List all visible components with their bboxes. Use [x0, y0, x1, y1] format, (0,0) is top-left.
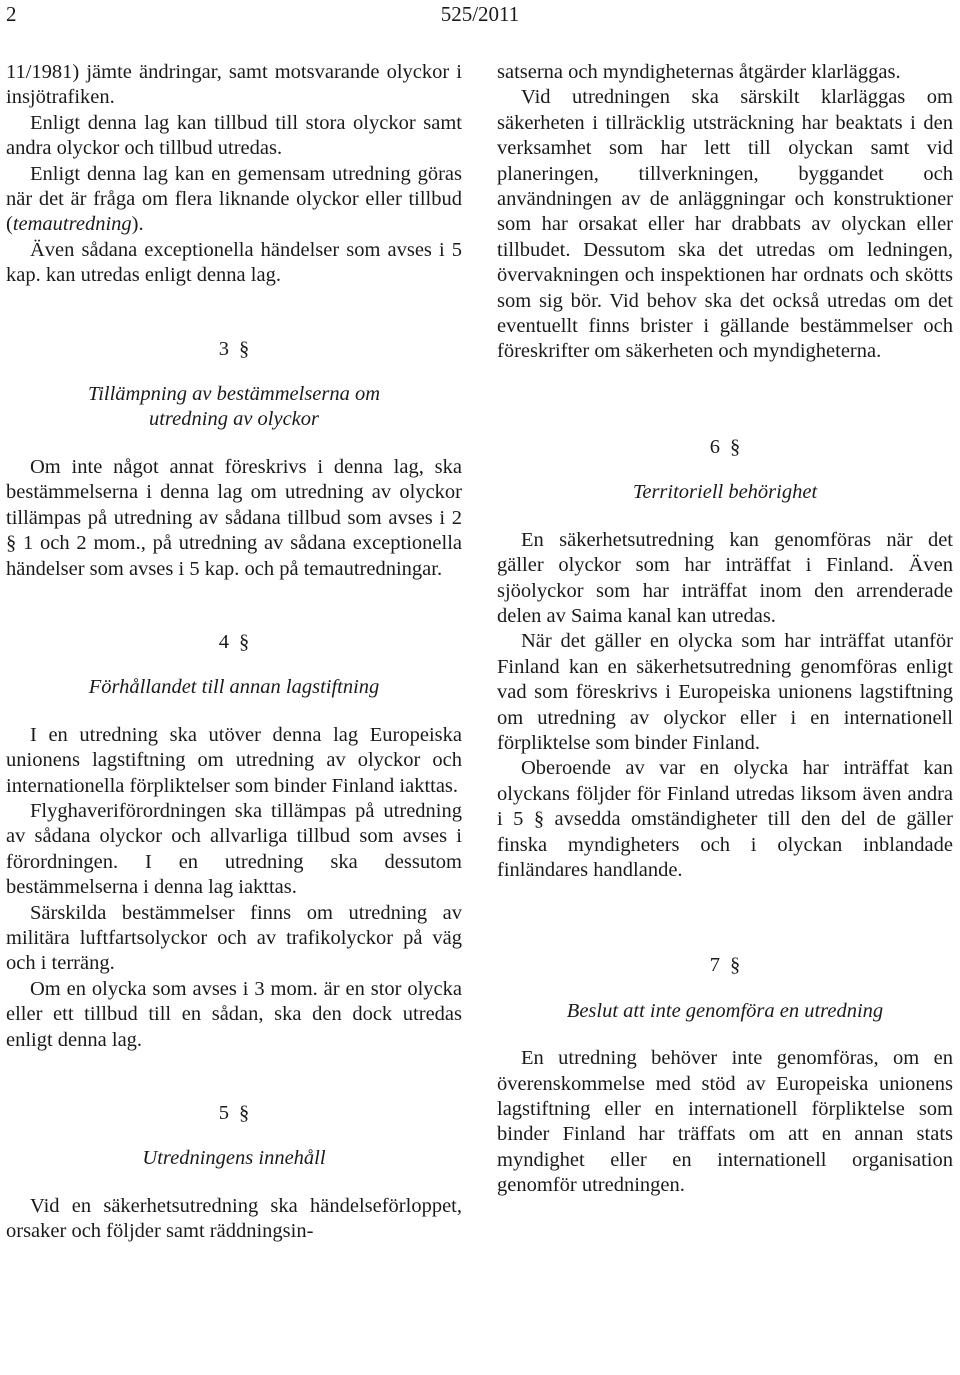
paragraph — [6, 455, 462, 582]
section-num-value: 7 — [709, 954, 720, 977]
text-run: avsedda omständigheter till den del de gäller finska myndigheters och i olyckan inblandade finländares handlande. — [497, 808, 953, 881]
paragraph: Även sådana exceptionella händelser som avses i 5 kap. kan utredas enligt denna lag. — [6, 238, 462, 287]
section-title: Utredningens innehåll — [142, 1147, 326, 1170]
section-title-line: Tillämpning av bestämmelserna om — [87, 383, 381, 406]
text-run: Enligt denna lag kan en gemensam utredning göras när det är fråga om flera liknande olyckor eller tillbud ( — [6, 162, 462, 236]
left-column — [6, 60, 462, 1245]
paragraph: En säkerhetsutredning kan genomföras när det gäller olyckor som har inträffat i Finland. Även sjöolyckor som har inträffat inom den arrenderade delen av Saima kanal kan utredas. — [497, 528, 953, 627]
section-heading-3 — [6, 337, 462, 433]
paragraph: 11/1981) jämte ändringar, samt motsvarande olyckor i insjötrafiken. — [6, 61, 462, 109]
section-sign: § — [239, 337, 250, 360]
section-number — [6, 337, 462, 362]
document-number: 525/2011 — [440, 2, 520, 26]
paragraph — [497, 756, 953, 883]
right-column — [497, 60, 953, 1199]
paragraph — [6, 162, 462, 238]
section-sign: § — [239, 1102, 250, 1124]
text-run: Oberoende av var en olycka har inträffat kan olyckans följder för Finland utredas liksom även andra i 5 — [497, 757, 953, 831]
section-heading-6 — [497, 435, 953, 506]
section-title-line: utredning av olyckor — [148, 408, 320, 431]
section-num-value: 6 — [709, 435, 720, 458]
section-number — [497, 435, 953, 460]
section-num-value: 4 — [218, 630, 229, 653]
page-header — [0, 0, 960, 30]
section-title — [6, 382, 462, 433]
section-number — [497, 953, 953, 978]
paragraph: När det gäller en olycka som har inträffat utanför Finland kan en säkerhetsutredning genomföras enligt vad som föreskrivs i Europeiska unionens lagstiftning om utredning av olyckor eller i en internationell förpliktelse som binder Finland. — [497, 630, 953, 754]
section-sign: § — [730, 954, 741, 977]
section-heading-7 — [497, 953, 953, 1024]
section-sign: § — [239, 630, 250, 653]
paragraph: I en utredning ska utöver denna lag Europeiska unionens lagstiftning om utredning av olyckor och internationella förpliktelser som binder Finland iakttas. — [6, 723, 462, 797]
text-run: 1 och 2 mom., på utredning av sådana exceptionella händelser som avses i 5 kap. och på temautredningar. — [6, 532, 463, 580]
section-title: Förhållandet till annan lagstiftning — [88, 676, 380, 699]
section-title: Beslut att inte genomföra en utredning — [566, 999, 884, 1022]
paragraph: Om en olycka som avses i 3 mom. är en stor olycka eller ett tillbud till en sådan, ska den dock utredas enligt denna lag. — [6, 977, 462, 1051]
paragraph: Enligt denna lag kan tillbud till stora olyckor samt andra olyckor och tillbud utredas. — [6, 111, 462, 160]
section-sign: § — [730, 435, 741, 458]
section-heading-5 — [6, 1101, 462, 1172]
section-title: Territoriell behörighet — [632, 481, 818, 504]
italic-term: temautredning — [12, 213, 132, 236]
page-number: 2 — [6, 2, 17, 26]
section-sign: § — [533, 808, 545, 831]
section-num-value: 3 — [218, 337, 229, 360]
section-number — [6, 1101, 462, 1126]
section-heading-4 — [6, 630, 462, 701]
paragraph: En utredning behöver inte genomföras, om en överenskommelse med stöd av Europeiska unionens lagstiftning eller en internationell förpliktelse som binder Finland har träffats om att en annan stats myndighet eller en internationell organisation genomför utredningen. — [497, 1047, 953, 1197]
text-run: ). — [131, 213, 144, 236]
paragraph: Särskilda bestämmelser finns om utredning av militära luftfartsolyckor och av trafikolyckor på väg och i terräng. — [6, 901, 462, 975]
section-number — [6, 630, 462, 655]
text-run: Om inte något annat föreskrivs i denna lag, ska bestämmelserna i denna lag om utredning av olyckor tillämpas på utredning av sådana tillbud som avses i 2 — [6, 455, 462, 529]
section-sign: § — [6, 532, 17, 555]
section-num-value: 5 — [218, 1102, 229, 1124]
paragraph: Vid en säkerhetsutredning ska händelseförloppet, orsaker och följder samt räddningsin- — [6, 1194, 462, 1243]
paragraph: satserna och myndigheternas åtgärder klarläggas. — [497, 61, 901, 83]
paragraph: Vid utredningen ska särskilt klarläggas om säkerheten i tillräcklig utsträckning har beaktats i den verksamhet som har lett till olyckan samt vid planeringen, tillverkningen, byggandet och användningen av de anläggningar och konstruktioner som har orsakat eller har drabbats av olyckan eller tillbudet. Dessutom ska det utredas om ledningen, övervakningen och inspektionen har ordnats och skötts som sig bör. Vid behov ska det också utredas om det eventuellt finns brister i gällande bestämmelser och föreskrifter om säkerheten och myndigheterna. — [497, 86, 953, 363]
paragraph: Flyghaveriförordningen ska tillämpas på utredning av sådana olyckor och allvarliga tillbud som avses i förordningen. I en utredning ska dessutom bestämmelserna i denna lag iakttas. — [6, 799, 462, 899]
